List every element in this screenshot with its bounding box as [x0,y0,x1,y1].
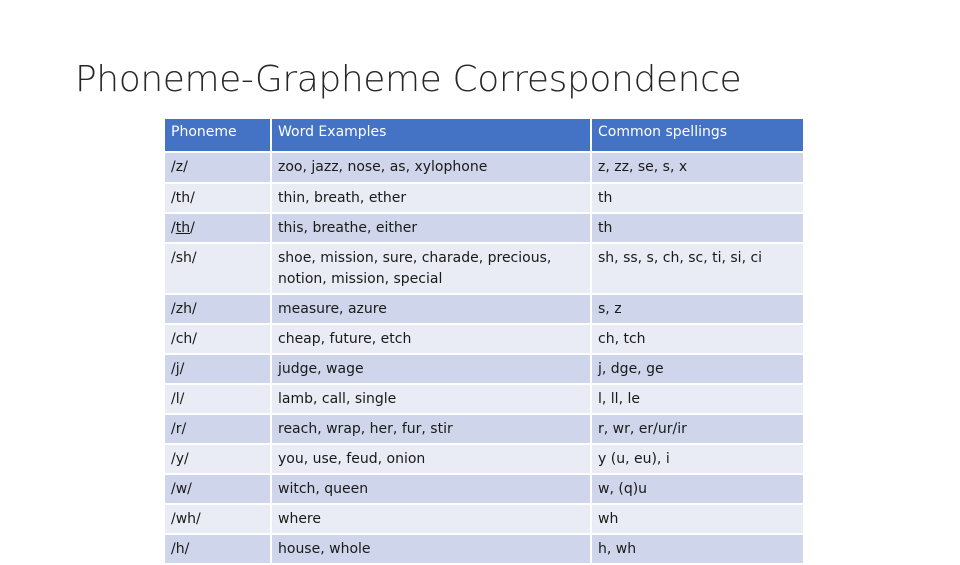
table-row [164,414,804,444]
spellings-cell: w, (q)u [591,474,804,504]
table-row [164,294,804,324]
phoneme-prefix: / [171,220,176,236]
word-examples-cell: this, breathe, either [271,213,591,243]
phoneme-cell: /th/ [164,183,271,213]
word-examples-cell: where [271,504,591,534]
table-header [164,118,804,152]
word-examples-cell: lamb, call, single [271,384,591,414]
phoneme-underlined: th [175,220,191,236]
phoneme-suffix: / [190,220,195,236]
phoneme-cell: /r/ [164,414,271,444]
spellings-cell: l, ll, le [591,384,804,414]
spellings-cell: th [591,183,804,213]
header-phoneme: Phoneme [164,118,271,152]
spellings-cell: s, z [591,294,804,324]
spellings-cell: th [591,213,804,243]
word-examples-cell: thin, breath, ether [271,183,591,213]
word-examples-cell: house, whole [271,534,591,564]
header-word-examples: Word Examples [271,118,591,152]
phoneme-cell: /y/ [164,444,271,474]
phoneme-cell [164,213,271,243]
word-examples-cell: you, use, feud, onion [271,444,591,474]
phoneme-cell: /w/ [164,474,271,504]
slide-title: Phoneme-Grapheme Correspondence [75,59,742,100]
phoneme-cell: /z/ [164,152,271,183]
spellings-cell: ch, tch [591,324,804,354]
table-row [164,354,804,384]
spellings-cell: j, dge, ge [591,354,804,384]
spellings-cell: r, wr, er/ur/ir [591,414,804,444]
phoneme-grapheme-table [163,117,805,565]
table-row [164,534,804,564]
spellings-cell: sh, ss, s, ch, sc, ti, si, ci [591,243,804,294]
table-row [164,384,804,414]
spellings-cell: y (u, eu), i [591,444,804,474]
spellings-cell: wh [591,504,804,534]
header-common-spellings: Common spellings [591,118,804,152]
header-row [164,118,804,152]
table-row [164,243,804,294]
table-row [164,324,804,354]
word-examples-cell: zoo, jazz, nose, as, xylophone [271,152,591,183]
table-row [164,444,804,474]
word-examples-cell: shoe, mission, sure, charade, precious, notion, mission, special [271,243,591,294]
phoneme-cell: /l/ [164,384,271,414]
phoneme-cell: /j/ [164,354,271,384]
spellings-cell: z, zz, se, s, x [591,152,804,183]
phoneme-cell: /zh/ [164,294,271,324]
phoneme-cell: /ch/ [164,324,271,354]
table-row [164,213,804,243]
spellings-cell: h, wh [591,534,804,564]
word-examples-cell: witch, queen [271,474,591,504]
table-row [164,183,804,213]
phoneme-cell: /sh/ [164,243,271,294]
word-examples-cell: reach, wrap, her, fur, stir [271,414,591,444]
word-examples-cell: measure, azure [271,294,591,324]
table-row [164,504,804,534]
phoneme-table-container [163,117,803,565]
table-row [164,474,804,504]
phoneme-cell: /h/ [164,534,271,564]
table-body [164,152,804,564]
word-examples-cell: cheap, future, etch [271,324,591,354]
word-examples-cell: judge, wage [271,354,591,384]
phoneme-cell: /wh/ [164,504,271,534]
table-row [164,152,804,183]
